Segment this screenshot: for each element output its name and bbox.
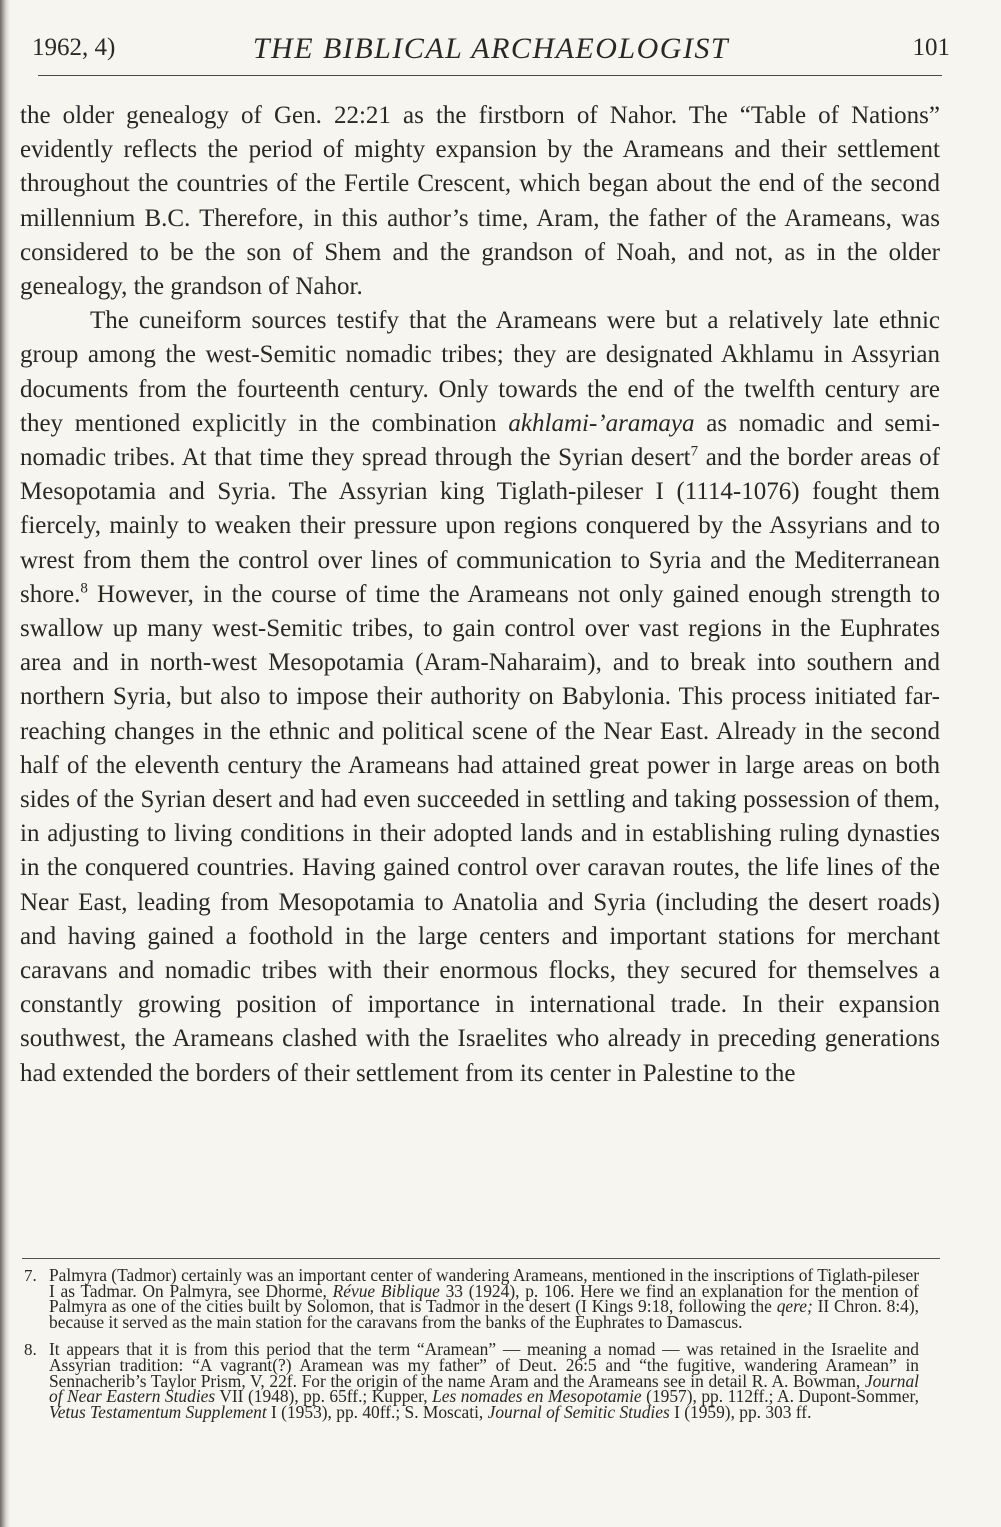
footnote-citation-title: Vetus Testamentum Supplement bbox=[49, 1401, 267, 1422]
running-head bbox=[32, 26, 950, 66]
footnotes bbox=[24, 1265, 920, 1422]
paragraph-2-part-2: as nomadic and semi-nomadic tribes. At that time they spread through the Syrian desert bbox=[20, 409, 940, 472]
footnote-segment: It appears that it is from this period that the term “Aramean” — meaning a nomad — was retained in the Israelite and Assyrian tradition: “A vagrant(?) Aramean was my father” of Deut. 26:5 and “the fugitive, wandering Aramean” in Sennacherib’s Taylor Prism, V, 22f. For the origin of the name Aram and the Arameans see in detail R. A. Bowman, bbox=[49, 1339, 919, 1391]
footnote-segment: I (1959), pp. 303 ff. bbox=[674, 1401, 812, 1422]
issue-label: 1962, 4) bbox=[32, 34, 116, 61]
header-rule bbox=[38, 75, 942, 76]
footnote-text bbox=[49, 1339, 919, 1422]
footnote-citation-title: Révue Biblique bbox=[332, 1280, 440, 1301]
footnote-segment: II Chron. 8:4), because it served as the main station for the caravans from the banks of the Euphrates to Damascus. bbox=[49, 1296, 919, 1332]
footnote-citation-title: Journal of Semitic Studies bbox=[487, 1401, 670, 1422]
footnote-segment: I (1953), pp. 40ff.; S. Moscati, bbox=[271, 1401, 484, 1422]
footnote-segment: 33 (1924), p. 106. Here we find an explanation for the mention of Palmyra as one of the cities built by Solomon, that is Tadmor in the desert (I Kings 9:18, following the bbox=[49, 1280, 919, 1317]
paragraph-2-part-3: and the border areas of Mesopotamia and Syria. The Assyrian king Tiglath-pileser I (1114-1076) fought them fiercely, mainly to weaken their pressure upon regions conquered by the Assyrians and to wrest from them the control over lines of communication to Syria and the Mediterranean shore. bbox=[20, 444, 941, 608]
footnote-number: 8. bbox=[24, 1340, 37, 1360]
footnote-number: 7. bbox=[24, 1266, 37, 1285]
paragraph-1: the older genealogy of Gen. 22:21 as the firstborn of Nahor. The “Table of Nations” evidently reflects the period of mighty expansion by the Arameans and their settlement throughout the countries of the Fertile Crescent, which began about the end of the second millennium B.C. Therefore, in this author’s time, Aram, the father of the Arameans, was considered to be the son of Shem and the grandson of Noah, and not, as in the older genealogy, the grandson of Nahor. bbox=[20, 102, 940, 301]
footnote-citation-title: Journal of Near Eastern Studies bbox=[49, 1370, 919, 1407]
page-binding-edge bbox=[0, 0, 10, 1527]
journal-title: THE BIBLICAL ARCHAEOLOGIST bbox=[252, 32, 730, 65]
footnote-text bbox=[49, 1265, 920, 1332]
footnote-citation-title: qere; bbox=[776, 1296, 813, 1317]
paragraph-2-part-4: However, in the course of time the Arameans not only gained enough strength to swallow up many west-Semitic tribes, to gain control over vast regions in the Euphrates area and in north-west Mesopotamia (Aram-Naharaim), and to break into southern and northern Syria, but also to impose their authority on Babylonia. This process initiated far-reaching changes in the ethnic and political scene of the Near East. Already in the second half of the eleventh century the Arameans had attained great power in large areas on both sides of the Syrian desert and had even succeeded in settling and taking possession of them, in adjusting to living conditions in their adopted lands and in establishing ruling dynasties in the conquered countries. Having gained control over caravan routes, the life lines of the Near East, leading from Mesopotamia to Anatolia and Syria (including the desert roads) and having gained a foothold in the large centers and important stations for merchant caravans and nomadic tribes with their enormous flocks, they secured for themselves a constantly growing position of importance in international trade. In their expansion southwest, the Arameans clashed with the Israelites who already in preceding generations had extended the borders of their settlement from its center in Palestine to the bbox=[20, 580, 940, 1087]
footnote-citation-title: Les nomades en Mesopotamie bbox=[432, 1386, 642, 1407]
footnote-8 bbox=[24, 1339, 919, 1422]
article-body bbox=[20, 99, 940, 1091]
footnote-segment: Palmyra (Tadmor) certainly was an important center of wandering Arameans, mentioned in the inscriptions of Tiglath-pileser I as Tadmar. On Palmyra, see Dhorme, bbox=[49, 1265, 920, 1301]
footnote-segment: VII (1948), pp. 65ff.; Kupper, bbox=[219, 1386, 428, 1407]
paragraph-2-part-1: The cuneiform sources testify that the Arameans were but a relatively late ethnic group among the west-Semitic nomadic tribes; they are designated Akhlamu in Assyrian documents from the fourteenth century. Only towards the end of the twelfth century are they mentioned explicitly in the combination bbox=[20, 307, 940, 437]
page-number: 101 bbox=[912, 34, 950, 61]
footnote-ref-8: 8 bbox=[80, 580, 88, 597]
footnotes-rule bbox=[22, 1258, 940, 1259]
akkadian-term: akhlami-’aramaya bbox=[508, 409, 695, 437]
footnote-7 bbox=[24, 1265, 920, 1332]
footnote-segment: (1957), pp. 112ff.; A. Dupont-Sommer, bbox=[646, 1386, 919, 1407]
paragraph-2 bbox=[20, 304, 940, 1091]
footnote-ref-7: 7 bbox=[690, 443, 699, 460]
